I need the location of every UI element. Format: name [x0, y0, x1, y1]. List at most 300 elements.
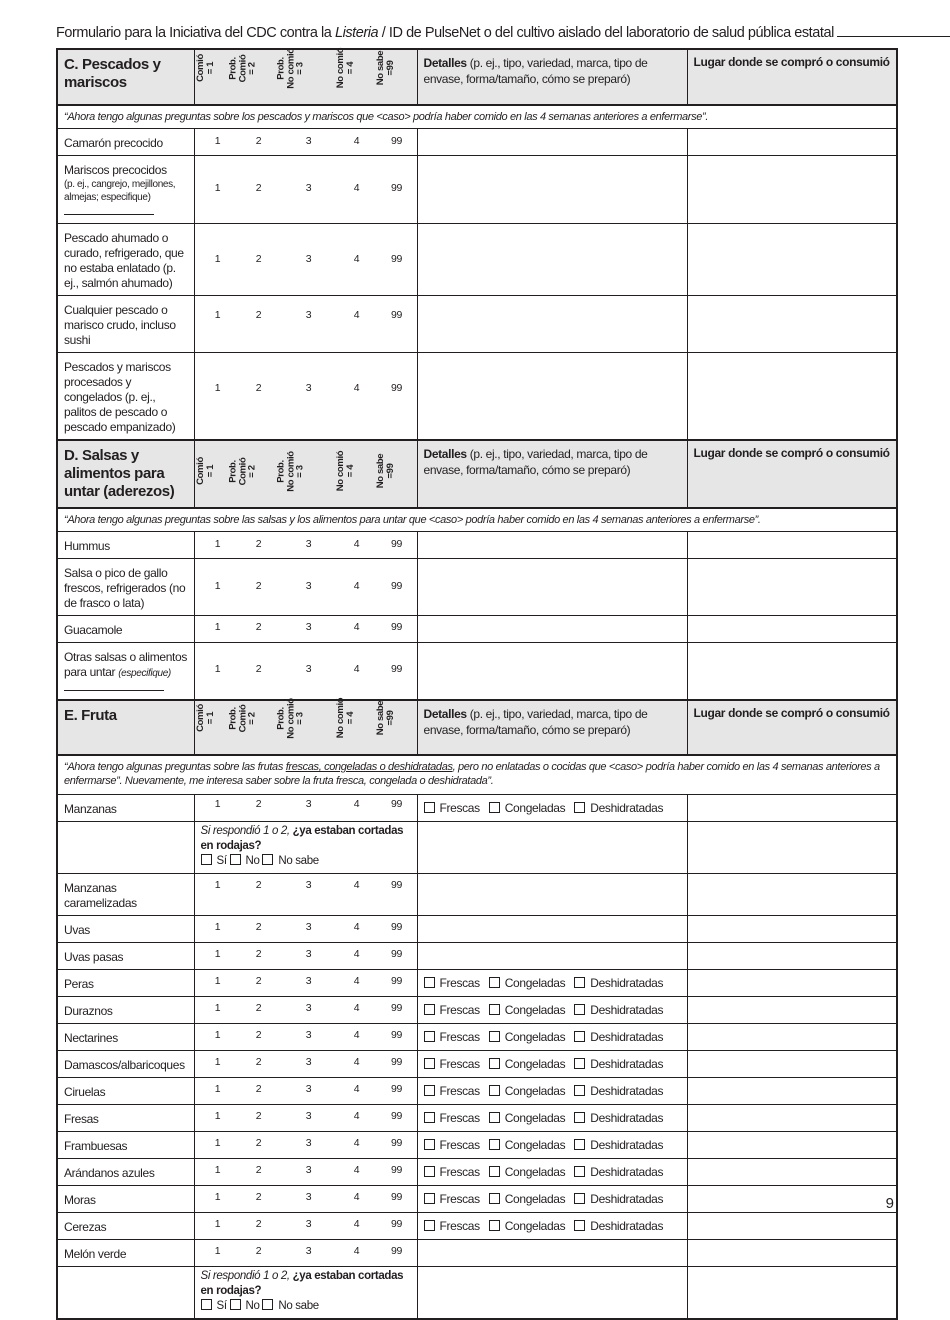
- place-cell[interactable]: [687, 1023, 897, 1050]
- response-code-5[interactable]: 99: [391, 920, 402, 933]
- response-code-1[interactable]: 1: [214, 252, 221, 265]
- place-cell[interactable]: [687, 1077, 897, 1104]
- checkbox-icon[interactable]: [424, 1004, 435, 1015]
- response-code-1[interactable]: 1: [214, 381, 221, 394]
- details-cell[interactable]: [417, 296, 687, 353]
- checkbox-icon[interactable]: [489, 1112, 500, 1123]
- response-code-4[interactable]: 4: [353, 1136, 360, 1149]
- response-code-3[interactable]: 3: [305, 974, 312, 987]
- details-cell[interactable]: [417, 1212, 687, 1239]
- dried-option[interactable]: [574, 1219, 663, 1233]
- id-input-line[interactable]: [837, 24, 950, 37]
- response-code-1[interactable]: 1: [214, 1217, 221, 1230]
- response-code-4[interactable]: 4: [353, 663, 360, 675]
- response-code-3[interactable]: 3: [305, 621, 312, 633]
- yes-option[interactable]: [201, 855, 227, 867]
- response-codes[interactable]: [194, 1158, 417, 1185]
- response-code-1[interactable]: 1: [214, 621, 221, 633]
- no-option[interactable]: [230, 855, 260, 867]
- response-code-5[interactable]: 99: [391, 181, 402, 194]
- details-cell[interactable]: [417, 1158, 687, 1185]
- response-codes[interactable]: [194, 1104, 417, 1131]
- response-code-2[interactable]: 2: [255, 663, 262, 675]
- dont-know-option[interactable]: [262, 855, 318, 867]
- table-row: [57, 616, 897, 643]
- checkbox-icon[interactable]: [489, 977, 500, 988]
- details-cell[interactable]: [417, 873, 687, 915]
- checkbox-icon[interactable]: [424, 1193, 435, 1204]
- checkbox-icon[interactable]: [424, 1220, 435, 1231]
- response-code-3[interactable]: 3: [305, 1001, 312, 1014]
- response-code-2[interactable]: 2: [255, 1109, 262, 1122]
- place-cell[interactable]: [687, 224, 897, 296]
- details-cell[interactable]: [417, 1104, 687, 1131]
- response-code-4[interactable]: 4: [353, 621, 360, 633]
- food-label: Damascos/albaricoques: [64, 1057, 185, 1072]
- details-label: Detalles: [423, 707, 467, 721]
- checkbox-icon[interactable]: [262, 854, 273, 865]
- place-cell[interactable]: [687, 915, 897, 942]
- checkbox-icon[interactable]: [424, 802, 435, 813]
- details-cell[interactable]: [417, 156, 687, 224]
- checkbox-icon[interactable]: [201, 1299, 212, 1310]
- place-cell[interactable]: [687, 1185, 897, 1212]
- place-cell[interactable]: [687, 794, 897, 821]
- response-code-4[interactable]: 4: [353, 1001, 360, 1014]
- table-row: [57, 1185, 897, 1212]
- place-cell[interactable]: [687, 1239, 897, 1266]
- details-cell[interactable]: [417, 1023, 687, 1050]
- response-code-3[interactable]: 3: [305, 181, 312, 194]
- place-cell[interactable]: [687, 821, 897, 873]
- details-cell[interactable]: [417, 1077, 687, 1104]
- response-codes[interactable]: [194, 1131, 417, 1158]
- response-code-3[interactable]: 3: [305, 663, 312, 675]
- dont-know-label: No sabe: [278, 1299, 319, 1312]
- response-codes[interactable]: [194, 532, 417, 559]
- place-cell[interactable]: [687, 996, 897, 1023]
- response-code-3[interactable]: 3: [305, 878, 312, 891]
- response-code-1[interactable]: 1: [214, 1244, 221, 1257]
- checkbox-icon[interactable]: [574, 1004, 585, 1015]
- checkbox-icon[interactable]: [574, 1139, 585, 1150]
- checkbox-icon[interactable]: [489, 802, 500, 813]
- response-code-3[interactable]: 3: [305, 1190, 312, 1203]
- checkbox-icon[interactable]: [574, 1058, 585, 1069]
- dried-option[interactable]: [574, 1084, 663, 1098]
- table-row: [57, 1131, 897, 1158]
- response-code-1[interactable]: 1: [214, 947, 221, 960]
- details-cell[interactable]: [417, 1131, 687, 1158]
- response-code-1[interactable]: 1: [214, 1163, 221, 1176]
- frozen-option[interactable]: [489, 1057, 566, 1071]
- checkbox-icon[interactable]: [489, 1004, 500, 1015]
- response-code-2[interactable]: 2: [255, 878, 262, 891]
- response-code-4[interactable]: 4: [353, 1163, 360, 1176]
- food-label-cell: [57, 996, 194, 1023]
- checkbox-icon[interactable]: [574, 1166, 585, 1177]
- code-headers: [194, 440, 417, 508]
- response-code-3[interactable]: 3: [305, 308, 312, 321]
- checkbox-icon[interactable]: [574, 1085, 585, 1096]
- checkbox-icon[interactable]: [489, 1139, 500, 1150]
- response-code-2[interactable]: 2: [255, 537, 262, 550]
- response-code-1[interactable]: 1: [214, 1001, 221, 1014]
- response-codes[interactable]: [194, 915, 417, 942]
- food-label-cell: [57, 224, 194, 296]
- response-code-2[interactable]: 2: [255, 1136, 262, 1149]
- response-codes[interactable]: [194, 942, 417, 969]
- response-code-1[interactable]: 1: [214, 974, 221, 987]
- response-codes[interactable]: [194, 794, 417, 821]
- place-cell[interactable]: [687, 1131, 897, 1158]
- response-code-3[interactable]: 3: [305, 1244, 312, 1257]
- frozen-option[interactable]: [489, 1138, 566, 1152]
- response-code-4[interactable]: 4: [353, 1028, 360, 1041]
- response-code-1[interactable]: 1: [214, 920, 221, 933]
- food-label: Nectarines: [64, 1030, 118, 1045]
- place-cell[interactable]: [687, 1104, 897, 1131]
- response-code-2[interactable]: 2: [255, 1217, 262, 1230]
- response-code-3[interactable]: 3: [305, 252, 312, 265]
- checkbox-icon[interactable]: [230, 1299, 241, 1310]
- response-code-4[interactable]: 4: [353, 974, 360, 987]
- response-code-2[interactable]: 2: [255, 134, 262, 147]
- checkbox-icon[interactable]: [489, 1058, 500, 1069]
- response-code-1[interactable]: 1: [214, 878, 221, 891]
- checkbox-icon[interactable]: [489, 1031, 500, 1042]
- response-code-2[interactable]: 2: [255, 974, 262, 987]
- response-codes[interactable]: [194, 129, 417, 156]
- cut-question-cell[interactable]: [194, 821, 417, 873]
- response-code-4[interactable]: 4: [353, 579, 360, 592]
- details-cell[interactable]: [417, 129, 687, 156]
- cut-question-cell[interactable]: [194, 1266, 417, 1319]
- response-code-5[interactable]: 99: [391, 1109, 402, 1122]
- response-code-3[interactable]: 3: [305, 920, 312, 933]
- dried-option[interactable]: [574, 1138, 663, 1152]
- place-cell[interactable]: [687, 559, 897, 616]
- place-cell[interactable]: [687, 969, 897, 996]
- response-code-3[interactable]: 3: [305, 1163, 312, 1176]
- checkbox-icon[interactable]: [574, 1031, 585, 1042]
- frozen-option[interactable]: [489, 1030, 566, 1044]
- response-code-1[interactable]: 1: [214, 308, 221, 321]
- response-code-4[interactable]: 4: [353, 134, 360, 147]
- frozen-label: Congeladas: [504, 1137, 566, 1152]
- food-label-cell: [57, 915, 194, 942]
- response-code-5[interactable]: 99: [391, 621, 402, 633]
- frozen-option[interactable]: [489, 801, 566, 815]
- response-codes[interactable]: [194, 1023, 417, 1050]
- dont-know-option[interactable]: [262, 1300, 318, 1312]
- response-code-2[interactable]: 2: [255, 181, 262, 194]
- details-cell[interactable]: [417, 224, 687, 296]
- checkbox-icon[interactable]: [230, 854, 241, 865]
- dried-option[interactable]: [574, 801, 663, 815]
- response-code-2[interactable]: 2: [255, 252, 262, 265]
- details-cell[interactable]: [417, 1050, 687, 1077]
- fresh-option[interactable]: [424, 1165, 480, 1179]
- details-cell[interactable]: [417, 1266, 687, 1319]
- food-label-cell: [57, 1050, 194, 1077]
- response-code-4[interactable]: 4: [353, 1217, 360, 1230]
- response-code-4[interactable]: 4: [353, 1190, 360, 1203]
- response-codes[interactable]: [194, 1050, 417, 1077]
- response-code-3[interactable]: 3: [305, 1136, 312, 1149]
- frozen-option[interactable]: [489, 1192, 566, 1206]
- fresh-option[interactable]: [424, 1003, 480, 1017]
- table-row: [57, 1077, 897, 1104]
- response-code-5[interactable]: 99: [391, 1136, 402, 1149]
- response-code-2[interactable]: 2: [255, 579, 262, 592]
- response-codes[interactable]: [194, 616, 417, 643]
- checkbox-icon[interactable]: [424, 1166, 435, 1177]
- response-code-3[interactable]: 3: [305, 797, 312, 810]
- response-codes[interactable]: [194, 224, 417, 296]
- response-code-3[interactable]: 3: [305, 579, 312, 592]
- yes-option[interactable]: [201, 1300, 227, 1312]
- checkbox-icon[interactable]: [489, 1085, 500, 1096]
- fresh-option[interactable]: [424, 801, 480, 815]
- fresh-option[interactable]: [424, 1111, 480, 1125]
- food-label: Manzanas caramelizadas: [64, 880, 137, 910]
- place-cell[interactable]: [687, 643, 897, 701]
- response-code-5[interactable]: 99: [391, 947, 402, 960]
- frozen-option[interactable]: [489, 1219, 566, 1233]
- response-code-5[interactable]: 99: [391, 134, 402, 147]
- details-cell[interactable]: [417, 1239, 687, 1266]
- food-label: Arándanos azules: [64, 1165, 155, 1180]
- place-cell[interactable]: [687, 129, 897, 156]
- checkbox-icon[interactable]: [574, 1112, 585, 1123]
- fresh-label: Frescas: [439, 1002, 480, 1017]
- fresh-option[interactable]: [424, 1057, 480, 1071]
- details-cell[interactable]: [417, 643, 687, 701]
- response-codes[interactable]: [194, 873, 417, 915]
- response-code-1[interactable]: 1: [214, 1028, 221, 1041]
- checkbox-icon[interactable]: [262, 1299, 273, 1310]
- response-code-4[interactable]: 4: [353, 1109, 360, 1122]
- fresh-option[interactable]: [424, 1084, 480, 1098]
- place-cell[interactable]: [687, 616, 897, 643]
- place-cell[interactable]: [687, 1212, 897, 1239]
- response-code-3[interactable]: 3: [305, 381, 312, 394]
- checkbox-icon[interactable]: [424, 1112, 435, 1123]
- response-code-3[interactable]: 3: [305, 1055, 312, 1068]
- response-code-5[interactable]: 99: [391, 663, 402, 675]
- details-cell[interactable]: [417, 821, 687, 873]
- response-code-2[interactable]: 2: [255, 1163, 262, 1176]
- response-code-2[interactable]: 2: [255, 920, 262, 933]
- response-code-2[interactable]: 2: [255, 308, 262, 321]
- response-codes[interactable]: [194, 1077, 417, 1104]
- response-code-3[interactable]: 3: [305, 134, 312, 147]
- fresh-option[interactable]: [424, 1138, 480, 1152]
- response-code-2[interactable]: 2: [255, 1190, 262, 1203]
- response-code-5[interactable]: 99: [391, 381, 402, 394]
- response-code-1[interactable]: 1: [214, 1190, 221, 1203]
- place-cell[interactable]: [687, 1158, 897, 1185]
- response-code-4[interactable]: 4: [353, 537, 360, 550]
- details-cell[interactable]: [417, 559, 687, 616]
- response-code-5[interactable]: 99: [391, 878, 402, 891]
- place-cell[interactable]: [687, 353, 897, 441]
- response-code-5[interactable]: 99: [391, 1163, 402, 1176]
- checkbox-icon[interactable]: [574, 977, 585, 988]
- response-code-3[interactable]: 3: [305, 1217, 312, 1230]
- response-code-1[interactable]: 1: [214, 537, 221, 550]
- response-code-4[interactable]: 4: [353, 1082, 360, 1095]
- response-code-5[interactable]: 99: [391, 308, 402, 321]
- dried-option[interactable]: [574, 1192, 663, 1206]
- details-cell[interactable]: [417, 532, 687, 559]
- response-code-4[interactable]: 4: [353, 308, 360, 321]
- details-cell[interactable]: [417, 616, 687, 643]
- response-code-4[interactable]: 4: [353, 878, 360, 891]
- details-cell[interactable]: [417, 794, 687, 821]
- response-code-3[interactable]: 3: [305, 1109, 312, 1122]
- checkbox-icon[interactable]: [201, 854, 212, 865]
- response-code-2[interactable]: 2: [255, 947, 262, 960]
- response-code-5[interactable]: 99: [391, 537, 402, 550]
- checkbox-icon[interactable]: [489, 1193, 500, 1204]
- response-code-3[interactable]: 3: [305, 947, 312, 960]
- response-code-2[interactable]: 2: [255, 381, 262, 394]
- checkbox-icon[interactable]: [424, 1058, 435, 1069]
- cut-question: ¿ya estaban cortadas en rodajas?: [200, 824, 404, 852]
- checkbox-icon[interactable]: [574, 1193, 585, 1204]
- frozen-option[interactable]: [489, 1111, 566, 1125]
- details-cell[interactable]: [417, 915, 687, 942]
- details-cell[interactable]: [417, 969, 687, 996]
- response-codes[interactable]: [194, 559, 417, 616]
- response-code-2[interactable]: 2: [255, 1082, 262, 1095]
- response-code-4[interactable]: 4: [353, 947, 360, 960]
- response-codes[interactable]: [194, 156, 417, 224]
- response-code-5[interactable]: 99: [391, 1082, 402, 1095]
- response-code-4[interactable]: 4: [353, 797, 360, 810]
- response-code-4[interactable]: 4: [353, 252, 360, 265]
- response-code-2[interactable]: 2: [255, 797, 262, 810]
- fresh-option[interactable]: [424, 1030, 480, 1044]
- response-code-1[interactable]: 1: [214, 181, 221, 194]
- place-cell[interactable]: [687, 156, 897, 224]
- fresh-option[interactable]: [424, 1192, 480, 1206]
- details-cell[interactable]: [417, 353, 687, 441]
- table-row: [57, 794, 897, 821]
- frozen-option[interactable]: [489, 1003, 566, 1017]
- checkbox-icon[interactable]: [574, 802, 585, 813]
- checkbox-icon[interactable]: [424, 977, 435, 988]
- dried-option[interactable]: [574, 976, 663, 990]
- dried-option[interactable]: [574, 1057, 663, 1071]
- place-cell[interactable]: [687, 1266, 897, 1319]
- response-code-5[interactable]: 99: [391, 1244, 402, 1257]
- response-code-5[interactable]: 99: [391, 1001, 402, 1014]
- response-codes[interactable]: [194, 969, 417, 996]
- page-number: 9: [885, 1195, 894, 1212]
- response-code-1[interactable]: 1: [214, 1136, 221, 1149]
- frozen-option[interactable]: [489, 976, 566, 990]
- response-code-1[interactable]: 1: [214, 663, 221, 675]
- response-code-2[interactable]: 2: [255, 1055, 262, 1068]
- response-code-3[interactable]: 3: [305, 1028, 312, 1041]
- response-codes[interactable]: [194, 296, 417, 353]
- dried-option[interactable]: [574, 1165, 663, 1179]
- response-code-1[interactable]: 1: [214, 579, 221, 592]
- place-cell[interactable]: [687, 942, 897, 969]
- details-cell[interactable]: [417, 1185, 687, 1212]
- response-code-5[interactable]: 99: [391, 1190, 402, 1203]
- response-codes[interactable]: [194, 1185, 417, 1212]
- checkbox-icon[interactable]: [574, 1220, 585, 1231]
- response-code-5[interactable]: 99: [391, 252, 402, 265]
- response-code-5[interactable]: 99: [391, 1055, 402, 1068]
- checkbox-icon[interactable]: [424, 1085, 435, 1096]
- response-codes[interactable]: [194, 1239, 417, 1266]
- checkbox-icon[interactable]: [489, 1166, 500, 1177]
- specify-line[interactable]: [64, 680, 188, 695]
- details-cell[interactable]: [417, 942, 687, 969]
- place-cell[interactable]: [687, 1050, 897, 1077]
- response-code-2[interactable]: 2: [255, 1244, 262, 1257]
- frozen-option[interactable]: [489, 1084, 566, 1098]
- fresh-option[interactable]: [424, 1219, 480, 1233]
- response-code-4[interactable]: 4: [353, 1055, 360, 1068]
- response-code-4[interactable]: 4: [353, 181, 360, 194]
- response-code-3[interactable]: 3: [305, 1082, 312, 1095]
- response-code-1[interactable]: 1: [214, 1109, 221, 1122]
- dried-option[interactable]: [574, 1003, 663, 1017]
- response-code-2[interactable]: 2: [255, 621, 262, 633]
- response-code-4[interactable]: 4: [353, 920, 360, 933]
- response-codes[interactable]: [194, 996, 417, 1023]
- response-code-4[interactable]: 4: [353, 1244, 360, 1257]
- response-code-2[interactable]: 2: [255, 1028, 262, 1041]
- response-code-5[interactable]: 99: [391, 974, 402, 987]
- checkbox-icon[interactable]: [424, 1031, 435, 1042]
- response-code-3[interactable]: 3: [305, 537, 312, 550]
- frozen-option[interactable]: [489, 1165, 566, 1179]
- checkbox-icon[interactable]: [424, 1139, 435, 1150]
- empty-cell: [57, 821, 194, 873]
- response-codes[interactable]: [194, 353, 417, 441]
- response-code-1[interactable]: 1: [214, 1055, 221, 1068]
- details-cell[interactable]: [417, 996, 687, 1023]
- place-cell[interactable]: [687, 296, 897, 353]
- place-cell[interactable]: [687, 873, 897, 915]
- place-cell[interactable]: [687, 532, 897, 559]
- dried-option[interactable]: [574, 1030, 663, 1044]
- checkbox-icon[interactable]: [489, 1220, 500, 1231]
- response-code-2[interactable]: 2: [255, 1001, 262, 1014]
- dried-label: Deshidratadas: [590, 1029, 664, 1044]
- response-code-5[interactable]: 99: [391, 1028, 402, 1041]
- specify-line[interactable]: [64, 204, 188, 219]
- fresh-option[interactable]: [424, 976, 480, 990]
- response-code-1[interactable]: 1: [214, 134, 221, 147]
- dried-option[interactable]: [574, 1111, 663, 1125]
- no-option[interactable]: [230, 1300, 260, 1312]
- response-code-1[interactable]: 1: [214, 1082, 221, 1095]
- response-code-1[interactable]: 1: [214, 797, 221, 810]
- response-code-5[interactable]: 99: [391, 579, 402, 592]
- response-code-5[interactable]: 99: [391, 797, 402, 810]
- response-code-5[interactable]: 99: [391, 1217, 402, 1230]
- response-codes[interactable]: [194, 1212, 417, 1239]
- response-code-4[interactable]: 4: [353, 381, 360, 394]
